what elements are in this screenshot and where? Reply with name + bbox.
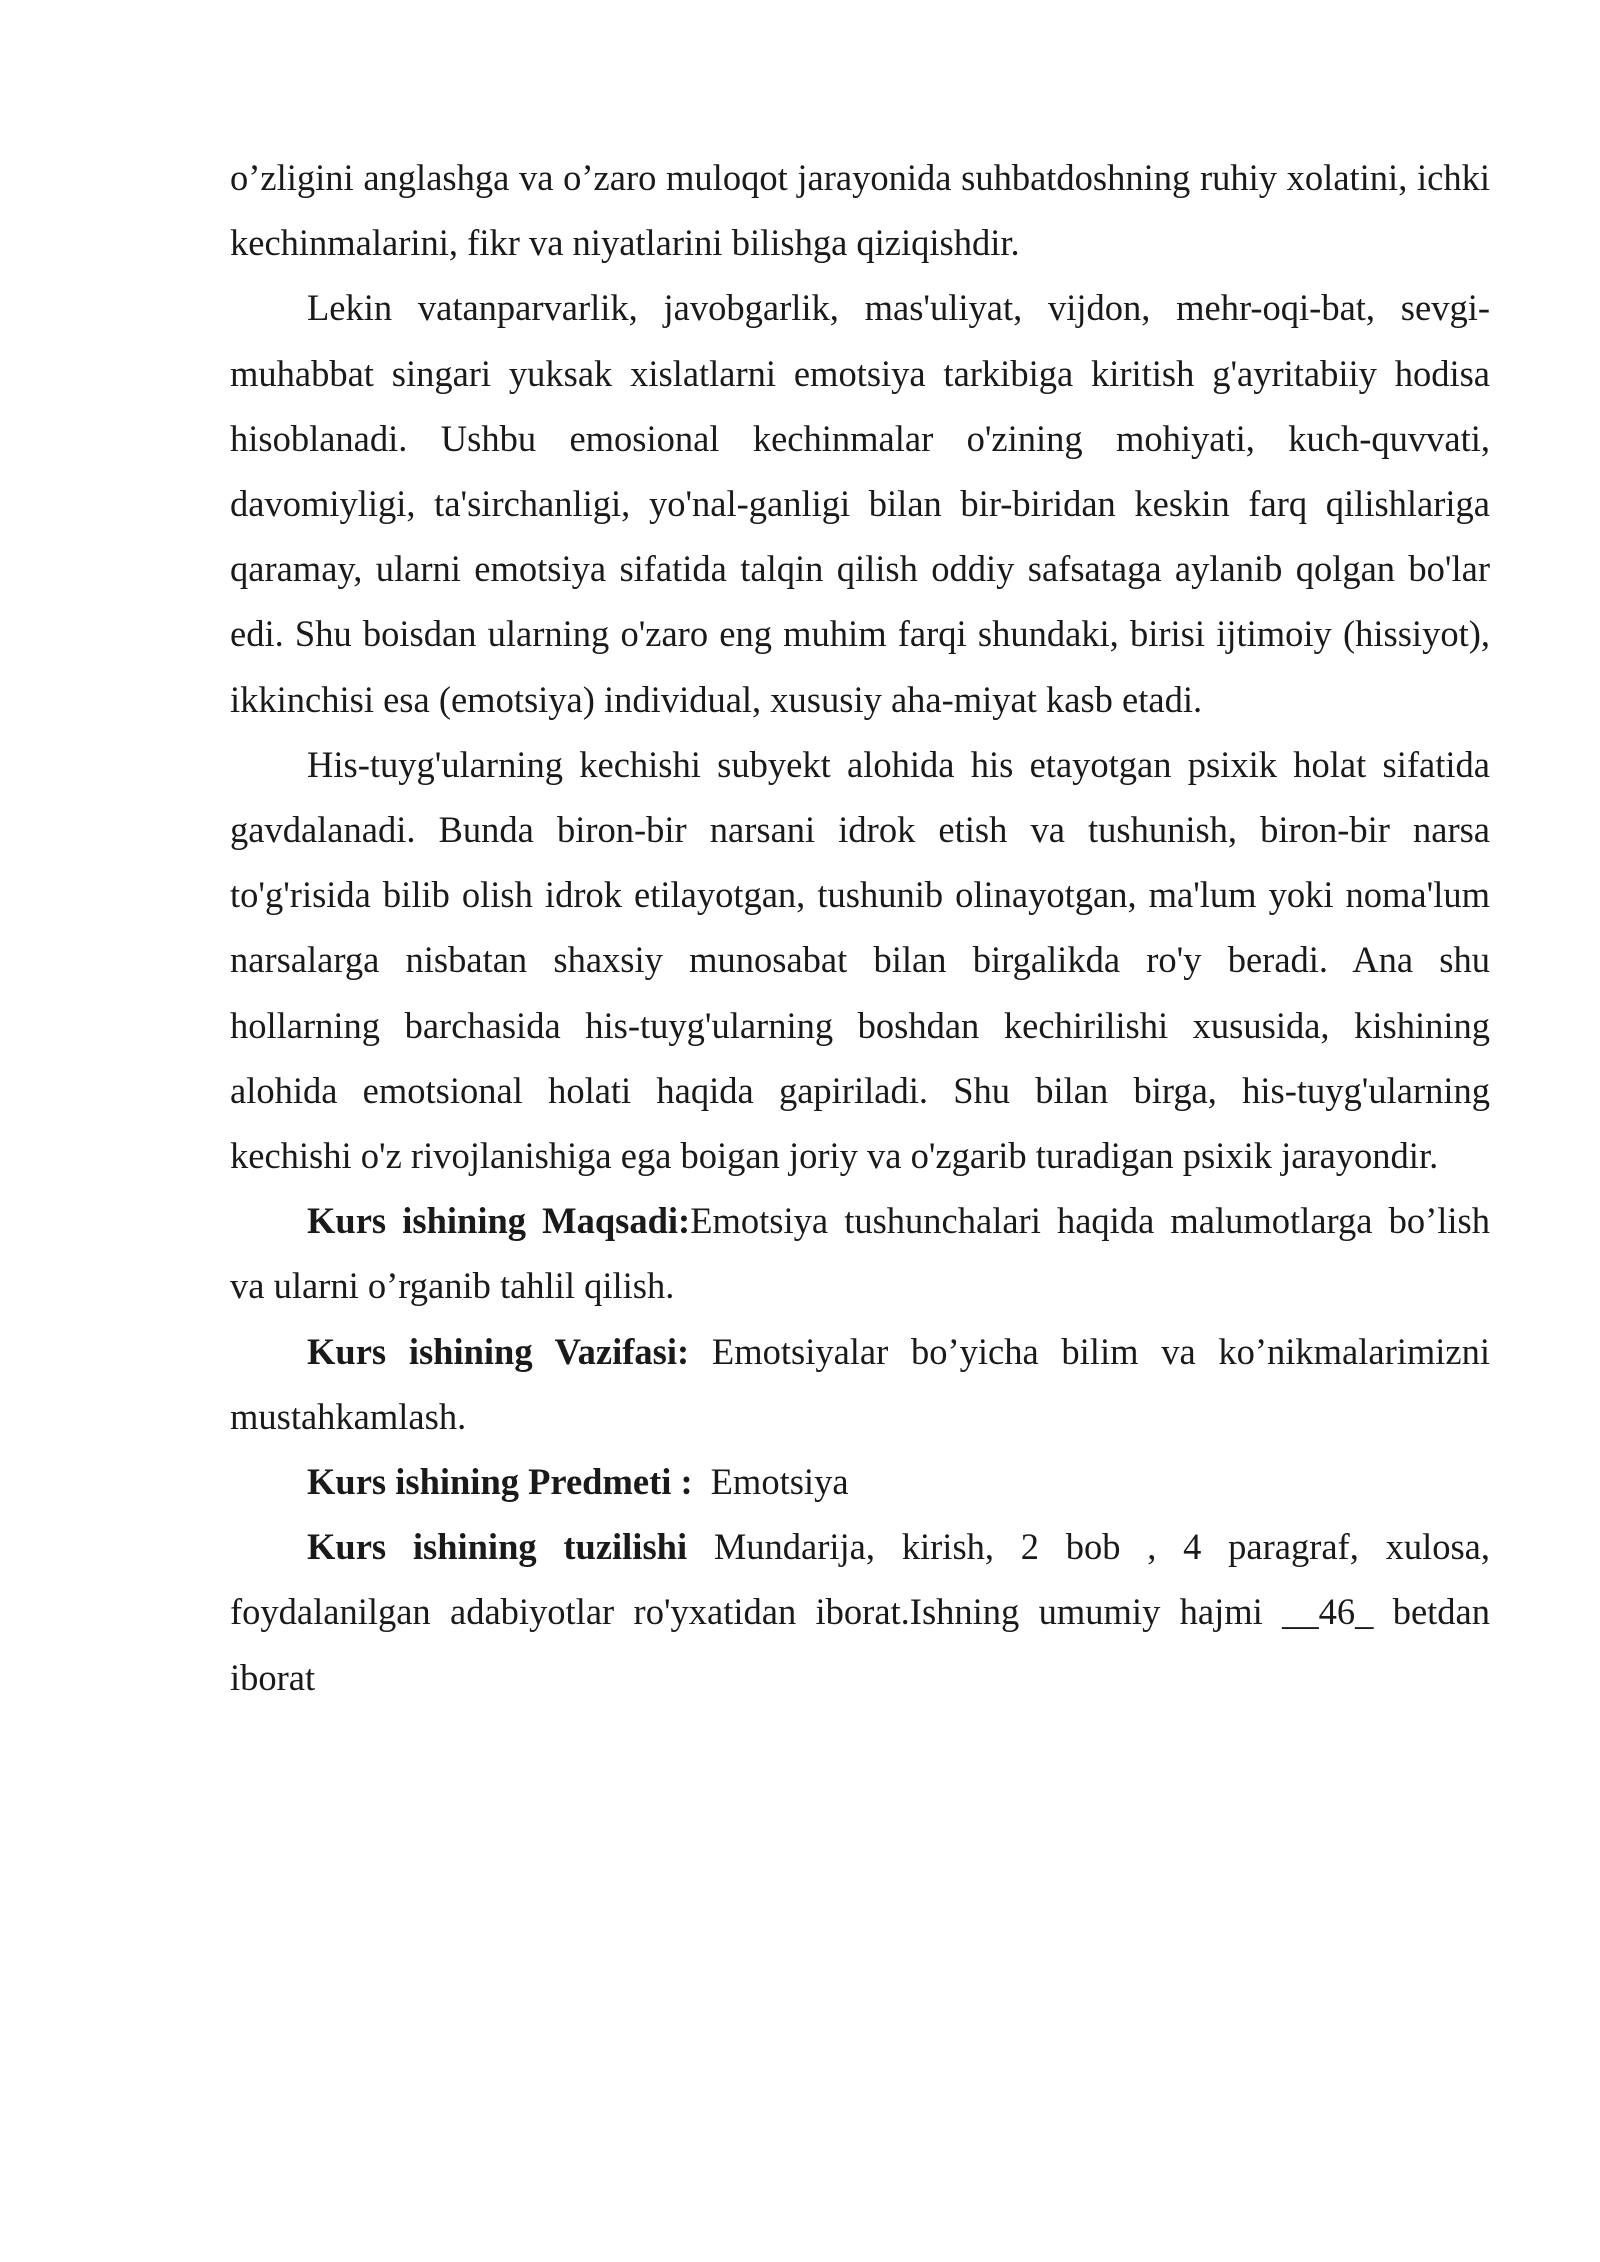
course-subject-label: Kurs ishining Predmeti : xyxy=(307,1461,693,1503)
document-page xyxy=(230,145,1490,1710)
paragraph-emotion-qualities: Lekin vatanparvarlik, javobgarlik, mas'uliyat, vijdon, mehr-oqi-bat, sevgi-muhabbat singari yuksak xislatlarni emotsiya tarkibiga kiritish g'ayritabiiy hodisa hisoblanadi. Ushbu emosional kechinmalar o'zining mohiyati, kuch-quvvati, davomiyligi, ta'sirchanligi, yo'nal-ganligi bilan bir-biridan keskin farq qilishlariga qaramay, ularni emotsiya sifatida talqin qilish oddiy safsataga aylanib qolgan bo'lar edi. Shu boisdan ularning o'zaro eng muhim farqi shundaki, birisi ijtimoiy (hissiyot), ikkinchisi esa (emotsiya) individual, xususiy aha-miyat kasb etadi. xyxy=(230,287,1490,720)
course-task-text: Emotsiyalar bo’yicha bilim va ko’nikmalarimizni mustahkamlash. xyxy=(230,1330,1491,1437)
course-structure-label: Kurs ishining tuzilishi xyxy=(307,1526,688,1568)
paragraph-course-subject xyxy=(230,1449,1490,1514)
course-structure-text: Mundarija, kirish, 2 bob , 4 paragraf, xulosa, foydalanilgan adabiyotlar ro'yxatidan iborat.Ishning umumiy hajmi __46_ betdan iborat xyxy=(230,1526,1491,1698)
paragraph-feelings-process: His-tuyg'ularning kechishi subyekt alohida his etayotgan psixik holat sifatida gavdalanadi. Bunda biron-bir narsani idrok etish va tushunish, biron-bir narsa to'g'risida bilib olish idrok etilayotgan, tushunib olinayotgan, ma'lum yoki noma'lum narsalarga nisbatan shaxsiy munosabat bilan birgalikda ro'y beradi. Ana shu hollarning barchasida his-tuyg'ularning boshdan kechirilishi xususida, kishining alohida emotsional holati haqida gapiriladi. Shu bilan birga, his-tuyg'ularning kechishi o'z rivojlanishiga ega boigan joriy va o'zgarib turadigan psixik jarayondir. xyxy=(230,743,1490,1177)
course-goal-label: Kurs ishining Maqsadi: xyxy=(307,1200,691,1242)
course-task-label: Kurs ishining Vazifasi: xyxy=(307,1330,690,1372)
paragraph-course-task xyxy=(230,1319,1490,1449)
paragraph-course-goal xyxy=(230,1188,1490,1318)
course-goal-text: Emotsiya tushunchalari haqida malumotlarga bo’lish va ularni o’rganib tahlil qilish. xyxy=(230,1200,1490,1307)
paragraph-course-structure xyxy=(230,1514,1490,1710)
paragraph-intro-continuation: o’zligini anglashga va o’zaro muloqot jarayonida suhbatdoshning ruhiy xolatini, ichki kechinmalarini, fikr va niyatlarini bilishga qiziqishdir. xyxy=(230,157,1490,264)
course-subject-text: Emotsiya xyxy=(710,1461,849,1503)
